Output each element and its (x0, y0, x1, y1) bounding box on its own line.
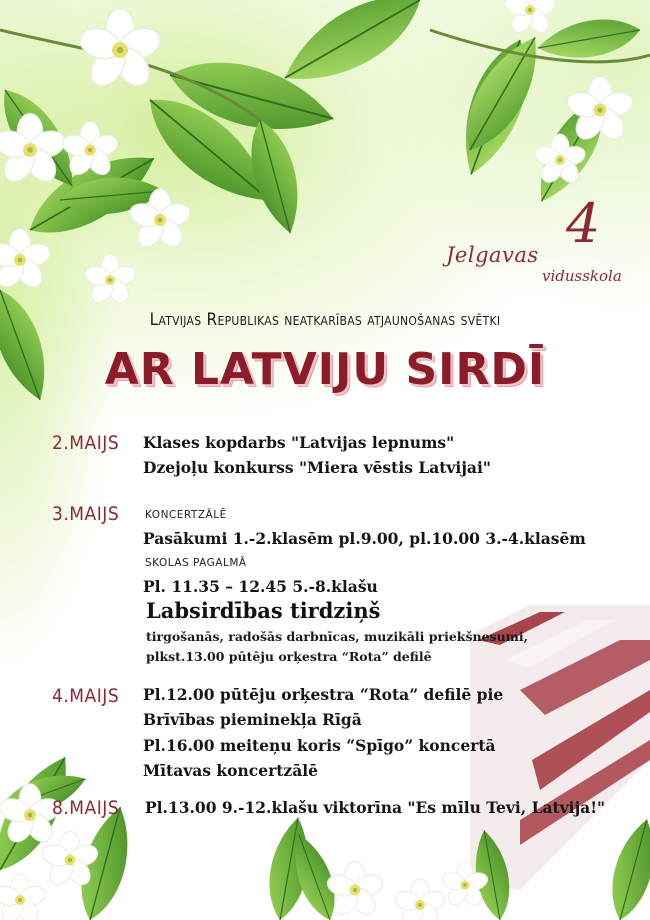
logo-line1: Jelgavas (446, 243, 539, 267)
event-line: Pl. 11.35 – 12.45 5.-8.klašu (143, 577, 378, 596)
school-logo (442, 192, 642, 293)
event-subtitle: Latvijas Republikas neatkarības atjaunošanas svētki (149, 310, 501, 330)
logo-number: 4 (566, 192, 601, 255)
date-label: 2.MAIJS (52, 432, 120, 454)
venue-label: KONCERTZĀLĒ (145, 509, 227, 521)
date-label: 8.MAIJS (52, 797, 120, 819)
event-description: tirgošanās, radošās darbnīcas, muzikāli priekšnesumi, (146, 629, 528, 644)
date-label: 4.MAIJS (52, 685, 120, 707)
event-line: Pl.13.00 9.-12.klašu viktorīna "Es mīlu Tevi, Latvija!" (145, 798, 606, 817)
date-label: 3.MAIJS (52, 503, 120, 525)
event-line: Pl.16.00 meiteņu koris “Spīgo” koncertā (143, 736, 496, 755)
event-line: Klases kopdarbs "Latvijas lepnums" (143, 433, 455, 452)
event-line: Pasākumi 1.-2.klasēm pl.9.00, pl.10.00 3.-4.klasēm (143, 529, 586, 548)
highlight-event: Labsirdības tirdziņš (146, 598, 381, 623)
event-line: Mītavas koncertzālē (143, 761, 318, 780)
event-line: Pl.12.00 pūtēju orķestra “Rota” defilē pie (143, 685, 504, 704)
venue-label: SKOLAS PAGALMĀ (145, 557, 247, 569)
poster-title: AR LATVIJU SIRDĪ (104, 344, 546, 395)
event-line: Dzejoļu konkurss "Miera vēstis Latvijai" (143, 458, 491, 477)
logo-line2: vidusskola (542, 267, 622, 285)
event-description: plkst.13.00 pūtēju orķestra “Rota” defilē (146, 649, 432, 664)
event-line: Brīvības pieminekļa Rīgā (143, 710, 362, 729)
